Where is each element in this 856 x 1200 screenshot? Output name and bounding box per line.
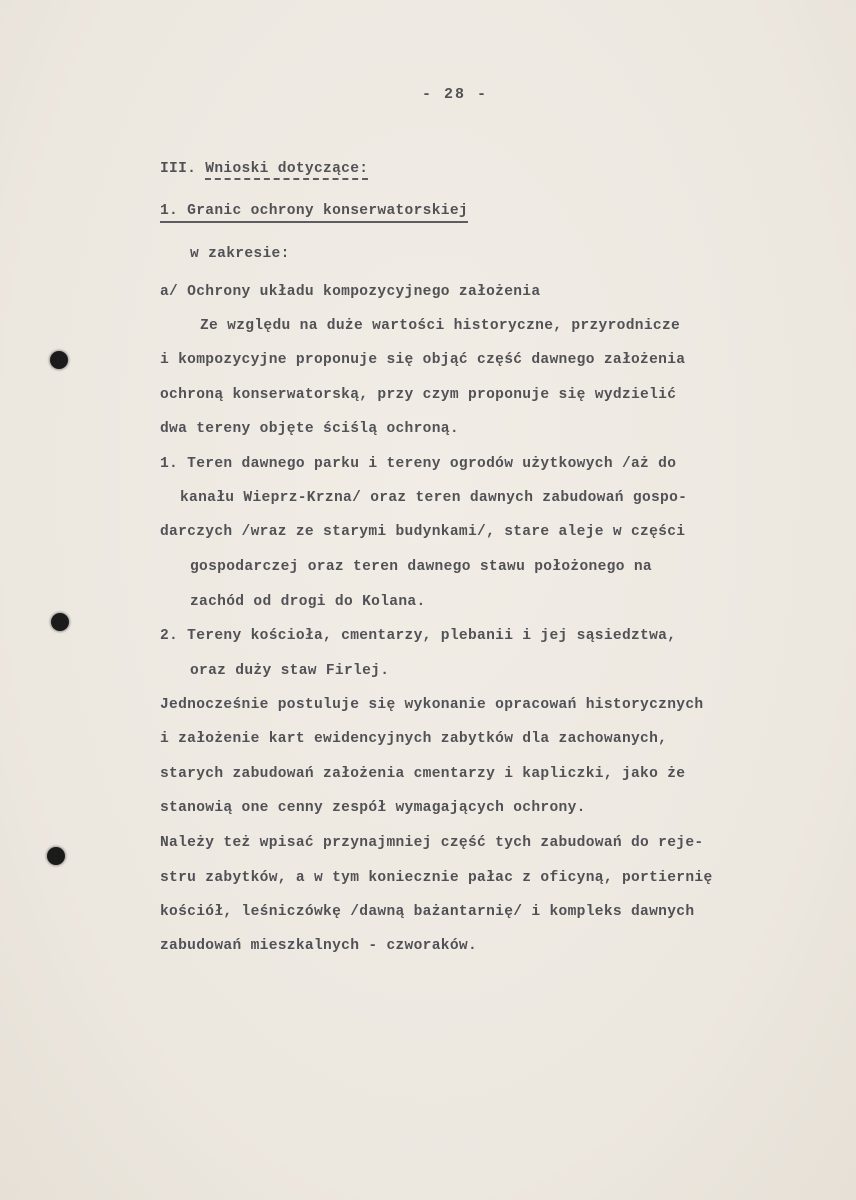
text-line-7: kanału Wieprz-Krzna/ oraz teren dawnych zabudowań gospo- [180, 490, 688, 506]
text-line-16: stanowią one cenny zespół wymagających ochrony. [160, 800, 586, 816]
text-line-13: Jednocześnie postuluje się wykonanie opracowań historycznych [160, 697, 704, 713]
page-number: - 28 - [422, 86, 489, 103]
text-line-18: stru zabytków, a w tym koniecznie pałac z oficyną, portiernię [160, 870, 713, 886]
text-line-5: dwa tereny objęte ściślą ochroną. [160, 421, 459, 437]
text-line-4: ochroną konserwatorską, przy czym proponuje się wydzielić [160, 387, 677, 403]
subsection-title [160, 203, 468, 219]
section-heading [160, 161, 368, 177]
text-line-8: darczych /wraz ze starymi budynkami/, stare aleje w części [160, 524, 686, 540]
text-line-3: i kompozycyjne proponuje się objąć część dawnego założenia [160, 352, 686, 368]
text-line-17: Należy też wpisać przynajmniej część tych zabudowań do reje- [160, 835, 704, 851]
text-line-2: Ze względu na duże wartości historyczne, przyrodnicze [200, 318, 681, 334]
heading-title: Wnioski dotyczące: [205, 161, 368, 180]
heading-prefix: III. [160, 161, 197, 177]
text-line-1: a/ Ochrony układu kompozycyjnego założenia [160, 284, 541, 300]
text-line-11: 2. Tereny kościoła, cmentarzy, plebanii i jej sąsiedztwa, [160, 628, 677, 644]
text-line-12: oraz duży staw Firlej. [190, 663, 390, 679]
text-line-9: gospodarczej oraz teren dawnego stawu położonego na [190, 559, 652, 575]
punch-hole-middle [51, 613, 69, 631]
text-line-6: 1. Teren dawnego parku i tereny ogrodów użytkowych /aż do [160, 456, 677, 472]
punch-hole-top [50, 351, 68, 369]
punch-hole-bottom [47, 847, 65, 865]
text-line-20: zabudowań mieszkalnych - czworaków. [160, 938, 478, 954]
scope-line: w zakresie: [190, 246, 290, 262]
subsection-title-text: 1. Granic ochrony konserwatorskiej [160, 203, 468, 223]
text-line-15: starych zabudowań założenia cmentarzy i kapliczki, jako że [160, 766, 686, 782]
text-line-19: kościół, leśniczówkę /dawną bażantarnię/ i kompleks dawnych [160, 904, 695, 920]
text-line-10: zachód od drogi do Kolana. [190, 594, 426, 610]
text-line-14: i założenie kart ewidencyjnych zabytków dla zachowanych, [160, 731, 668, 747]
